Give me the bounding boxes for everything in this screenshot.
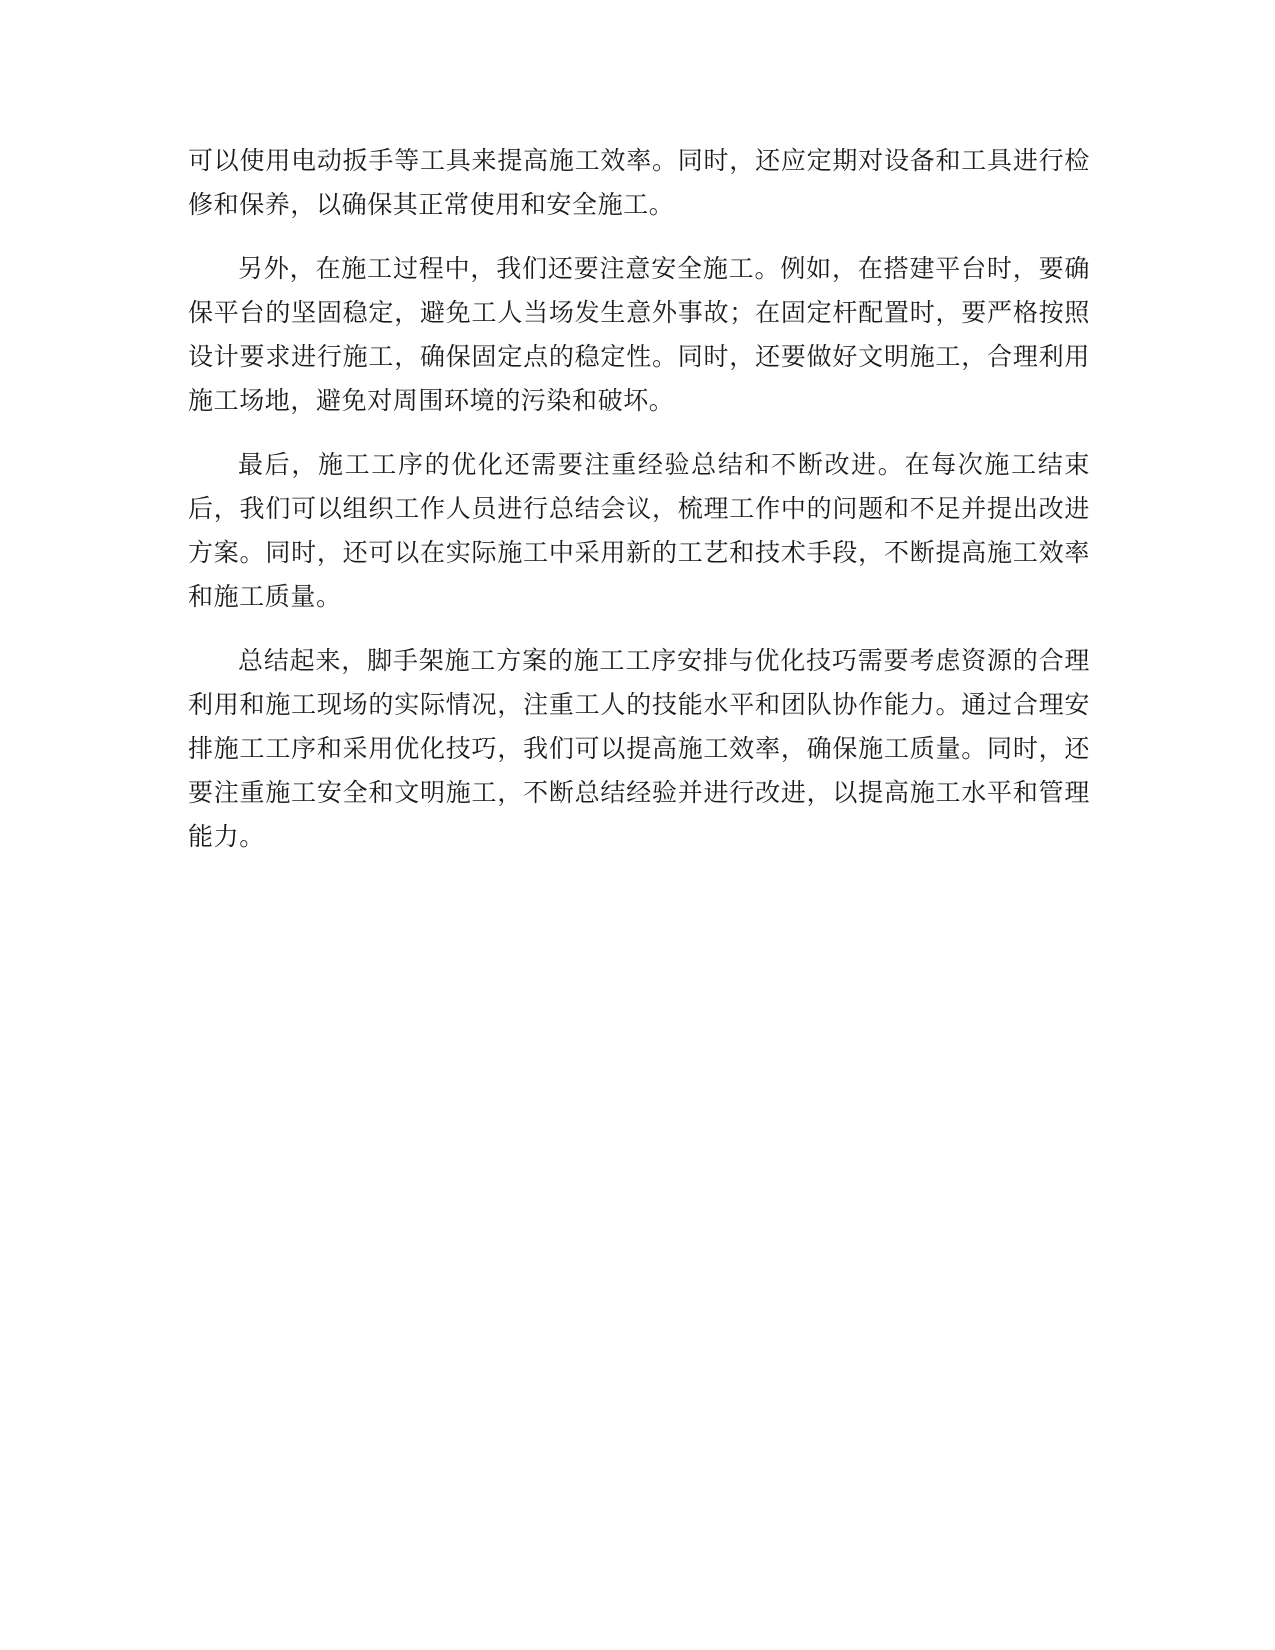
paragraph-continuation: 可以使用电动扳手等工具来提高施工效率。同时，还应定期对设备和工具进行检修和保养，以确保其正常使用和安全施工。 — [188, 146, 1090, 219]
paragraph-optimization: 最后，施工工序的优化还需要注重经验总结和不断改进。在每次施工结束后，我们可以组织工作人员进行总结会议，梳理工作中的问题和不足并提出改进方案。同时，还可以在实际施工中采用新的工艺和技术手段，不断提高施工效率和施工质量。 — [188, 450, 1090, 611]
paragraph-summary: 总结起来，脚手架施工方案的施工工序安排与优化技巧需要考虑资源的合理利用和施工现场的实际情况，注重工人的技能水平和团队协作能力。通过合理安排施工工序和采用优化技巧，我们可以提高施工效率，确保施工质量。同时，还要注重施工安全和文明施工，不断总结经验并进行改进，以提高施工水平和管理能力。 — [188, 646, 1090, 851]
document-body — [188, 139, 1090, 879]
paragraph-safety: 另外，在施工过程中，我们还要注意安全施工。例如，在搭建平台时，要确保平台的坚固稳定，避免工人当场发生意外事故；在固定杆配置时，要严格按照设计要求进行施工，确保固定点的稳定性。同时，还要做好文明施工，合理利用施工场地，避免对周围环境的污染和破坏。 — [188, 254, 1090, 415]
